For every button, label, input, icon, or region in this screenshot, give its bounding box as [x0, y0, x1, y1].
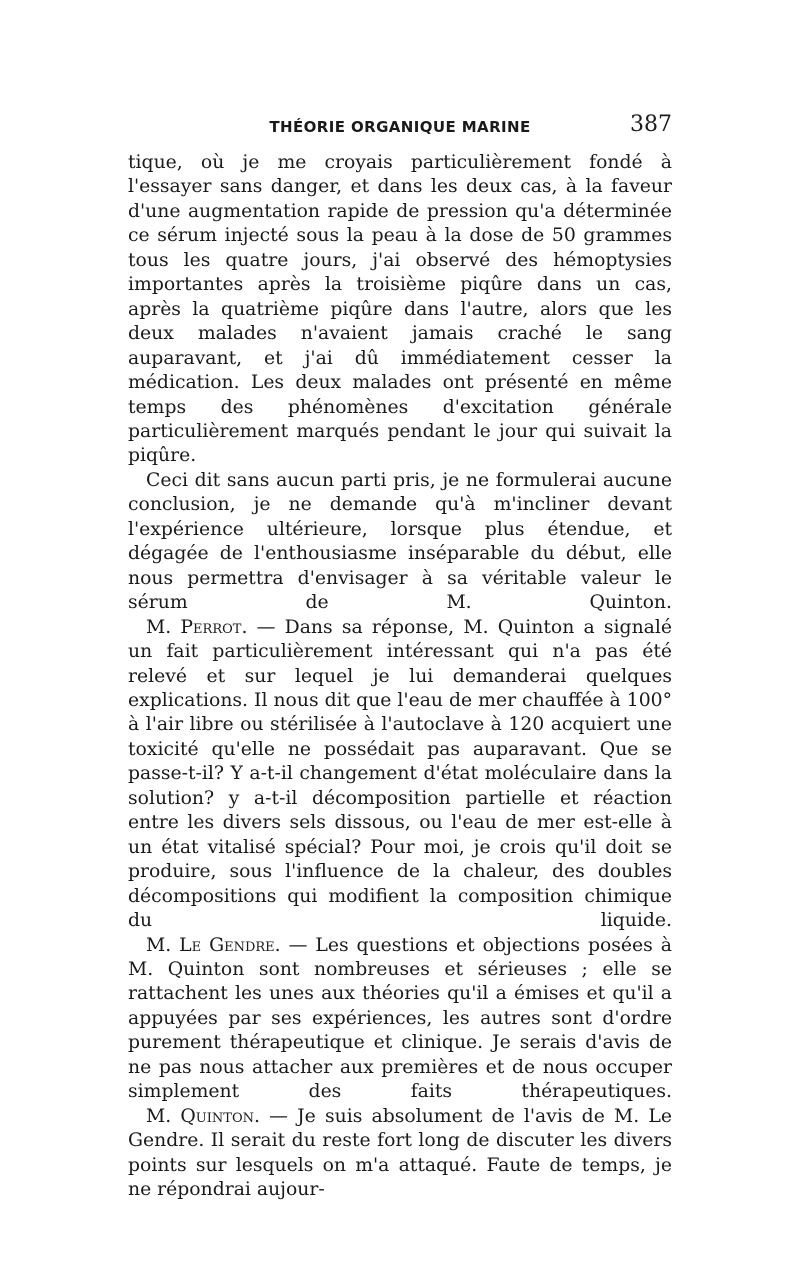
- speaker-name: Le Gendre.: [179, 934, 281, 956]
- speaker-prefix: M.: [146, 1105, 172, 1127]
- paragraph-le-gendre: [128, 934, 672, 1105]
- paragraph-text: tique, où je me croyais particulièrement fondé à l'essayer sans danger, et dans les deux cas, à la faveur d'une augmentation rapide de pression qu'a déterminée ce sérum injecté sous la peau à la dose de 50 grammes tous les quatre jours, j'ai observé des hémoptysies importantes après la troisième piqûre dans un cas, après la quatrième piqûre dans l'autre, alors que les deux malades n'avaient jamais craché le sang auparavant, et j'ai dû immédiatement cesser la médication. Les deux malades ont présenté en même temps des phénomènes d'excitation générale particulièrement marqués pendant le jour qui suivait la piqûre.: [128, 152, 672, 467]
- running-title: THÉORIE ORGANIQUE MARINE: [269, 118, 531, 136]
- speaker-name: Perrot.: [180, 616, 248, 638]
- speaker-name: Quinton.: [180, 1105, 260, 1127]
- paragraph-quinton: [128, 1105, 672, 1203]
- body-text: [128, 151, 672, 1202]
- paragraph-text: — Les questions et objections posées à M. Quinton sont nombreuses et sérieuses ; elle se rattachent les unes aux théories qu'il a émises et qu'il a appuyées par ses expériences, les autres sont d'ordre purement thérapeutique et clinique. Je serais d'avis de ne pas nous attacher aux premières et de nous occuper simplement des faits thérapeutiques.: [128, 934, 672, 1103]
- paragraph-perrot: [128, 616, 672, 934]
- speaker-prefix: M.: [146, 616, 172, 638]
- paragraph-conclusion: [128, 469, 672, 616]
- page-number: 387: [630, 112, 672, 137]
- running-header: [128, 112, 672, 142]
- speaker-prefix: M.: [146, 934, 172, 956]
- paragraph-continued: [128, 151, 672, 469]
- paragraph-text: — Je suis absolument de l'avis de M. Le Gendre. Il serait du reste fort long de discuter les divers points sur lesquels on m'a attaqué. Faute de temps, je ne répondrai aujour-: [128, 1105, 672, 1201]
- paragraph-text: Ceci dit sans aucun parti pris, je ne formulerai aucune conclusion, je ne demande qu'à m'incliner devant l'expérience ultérieure, lorsque plus étendue, et dégagée de l'enthousiasme inséparable du début, elle nous permettra d'envisager à sa véritable valeur le sérum de M. Quinton.: [128, 469, 672, 614]
- paragraph-text: — Dans sa réponse, M. Quinton a signalé un fait particulièrement intéressant qui n'a pas été relevé et sur lequel je lui demanderai quelques explications. Il nous dit que l'eau de mer chauffée à 100° à l'air libre ou stérilisée à l'autoclave à 120 acquiert une toxicité qu'elle ne possédait pas auparavant. Que se passe-t-il? Y a-t-il changement d'état moléculaire dans la solution? y a-t-il décomposition partielle et réaction entre les divers sels dissous, ou l'eau de mer est-elle à un état vitalisé spécial? Pour moi, je crois qu'il doit se produire, sous l'influence de la chaleur, des doubles décompositions qui modifient la composition chimique du liquide.: [128, 616, 672, 932]
